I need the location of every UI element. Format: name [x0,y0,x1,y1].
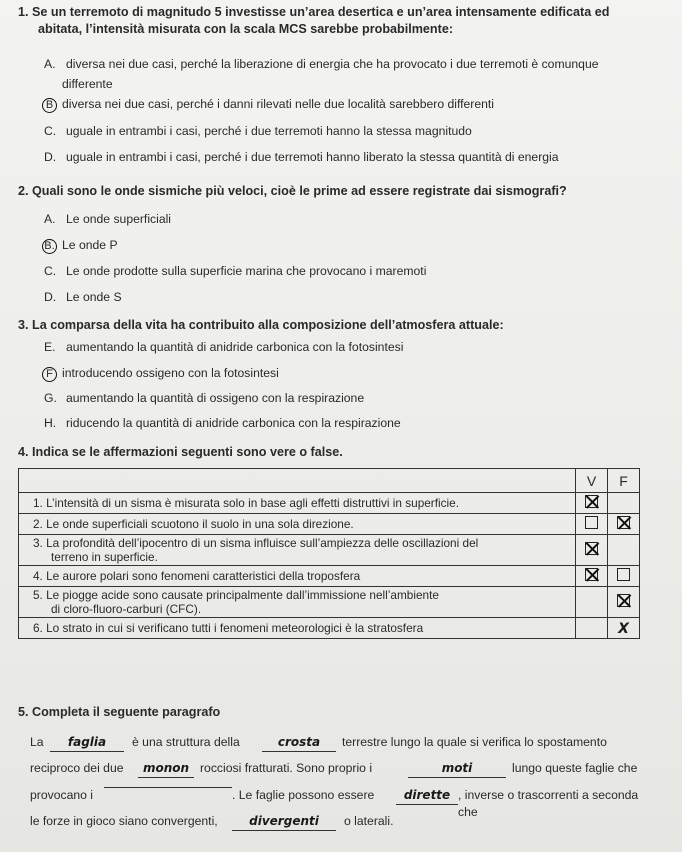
table-row: 2. Le onde superficiali scuotono il suolo in una sola direzione. [19,514,640,535]
selected-circle-mark: F [42,367,57,382]
question-3: 3. La comparsa della vita ha contribuito alla composizione dell’atmosfera attuale: [18,318,504,332]
checkbox-false[interactable] [608,535,640,566]
selected-circle-mark: B [42,98,57,113]
q2-option-b[interactable]: B. Le onde P [44,237,654,254]
q3-option-h[interactable]: H. riducendo la quantità di anidride carbonica con la respirazione [44,416,401,430]
q1-option-c[interactable]: C. uguale in entrambi i casi, perché i due terremoti hanno la stessa magnitudo [44,124,472,138]
blank-input-2[interactable]: crosta [262,734,336,752]
blank-input-7[interactable]: divergenti [232,813,336,831]
q2-option-d[interactable]: D. Le onde S [44,290,122,304]
q1-option-a[interactable]: A. diversa nei due casi, perché la liberazione di energia che ha provocato i due terremoti è comunque differente [44,57,599,91]
selected-circle-mark: B. [42,239,57,254]
blank-input-1[interactable]: faglia [50,734,124,752]
q2-option-a[interactable]: A. Le onde superficiali [44,212,172,226]
checkbox-false[interactable] [608,514,640,535]
true-false-table [18,468,640,639]
handwritten-x-mark: X [618,620,629,637]
blank-input-4[interactable]: moti [408,760,506,778]
q1-option-b[interactable]: B diversa nei due casi, perché i danni rilevati nelle due località sarebbero differenti [44,96,654,113]
q3-option-e[interactable]: E. aumentando la quantità di anidride carbonica con la fotosintesi [44,340,404,354]
question-1-text: 1. Se un terremoto di magnitudo 5 investisse un’area desertica e un’area intensamente edificata ed [18,5,610,19]
q1-option-d[interactable]: D. uguale in entrambi i casi, perché i due terremoti hanno liberato la stessa quantità di energia [44,150,559,164]
q3-option-f[interactable]: F introducendo ossigeno con la fotosintesi [44,365,654,382]
table-row: 6. Lo strato in cui si verificano tutti i fenomeni meteorologici è la stratosfera X [19,618,640,639]
question-2: 2. Quali sono le onde sismiche più veloci, cioè le prime ad essere registrate dai sismografi? [18,184,567,198]
checkbox-true[interactable] [576,493,608,514]
checkbox-true[interactable] [576,587,608,618]
q2-option-c[interactable]: C. Le onde prodotte sulla superficie marina che provocano i maremoti [44,264,427,278]
question-5: 5. Completa il seguente paragrafo [18,705,221,719]
q3-option-g[interactable]: G. aumentando la quantità di ossigeno con la respirazione [44,391,365,405]
header-false: F [608,469,640,493]
table-row: 1. L’intensità di un sisma è misurata solo in base agli effetti distruttivi in superficie. [19,493,640,514]
blank-input-6[interactable]: dirette [396,787,458,805]
table-row: 4. Le aurore polari sono fenomeni caratteristici della troposfera [19,566,640,587]
checkbox-true[interactable] [576,566,608,587]
checkbox-false[interactable] [608,493,640,514]
checkbox-true[interactable] [576,618,608,639]
question-4: 4. Indica se le affermazioni seguenti sono vere o false. [18,445,343,459]
table-row: 5. Le piogge acide sono causate principalmente dall’immissione nell’ambiente di cloro-fluoro-carburi (CFC). [19,587,640,618]
checkbox-false[interactable] [608,587,640,618]
checkbox-true[interactable] [576,535,608,566]
blank-input-3[interactable]: monon [138,760,194,778]
blank-input-5[interactable] [104,787,232,788]
header-true: V [576,469,608,493]
question-1-text-cont: abitata, l’intensità misurata con la scala MCS sarebbe probabilmente: [38,22,454,36]
checkbox-true[interactable] [576,514,608,535]
worksheet-page: 1. Se un terremoto di magnitudo 5 investisse un’area desertica e un’area intensamente edificata ed abitata, l’intensità misurata con la scala MCS sarebbe probabilmente: A. diversa nei due casi, perché la liberazione di energia che ha provocato i due terremoti è comunque differente B diversa nei due casi, perché i danni rilevati nelle due località sarebbero differenti C. uguale in entrambi i casi, perché i due terremoti hanno la stessa magnitudo D. uguale in entrambi i casi, perché i due terremoti hanno liberato la stessa quantità di energia 2. Quali sono le onde sismiche più veloci, cioè le prime ad essere registrate dai sismografi? A. Le onde superficiali B. Le onde P C. Le onde prodotte sulla superficie marina che provocano i maremoti D. Le onde S 3. La comparsa della vita ha contribuito alla composizione dell’atmosfera attuale: E. aumentando la quantità di anidride carbonica con la fotosintesi F introducendo ossigeno con la fotosintesi G. aumentando la quantità di ossigeno con la respirazione H. riducendo la quantità di anidride carbonica con la respirazione 4. Indica se le affermazioni seguenti sono vere o false. V F 1. L’intensità di un sisma è misurata solo in base agli effetti distruttivi in superficie. 2. Le onde superficiali scuotono il suolo in una sola direzione. 3. La profondità dell’ipocentro di un sisma influisce sull’ampiezza delle oscillazioni del terreno in superficie. 4. Le aurore polari sono fenomeni caratteristici della troposfera 5. Le piogge acide sono causate principalmente dall’immissione nell’ambiente di cloro-fluoro-carburi (CFC). 6. Lo strato in cui si verificano tutti i fenomeni meteorologici è la stratosfera X 5. Completa il seguente paragrafo La faglia è una struttura della crosta terrestre lungo la quale si verifica lo spostamento reciproco dei due monon rocciosi fratturati. Sono proprio i moti lungo queste faglie che provocano i . Le faglie possono essere dirette , inverse o trascorrenti a seconda che le forze in gioco siano convergenti, divergenti o laterali. [0,0,682,852]
table-row: 3. La profondità dell’ipocentro di un sisma influisce sull’ampiezza delle oscillazioni del terreno in superficie. [19,535,640,566]
checkbox-false[interactable] [608,618,640,639]
checkbox-false[interactable] [608,566,640,587]
question-1 [18,4,658,38]
